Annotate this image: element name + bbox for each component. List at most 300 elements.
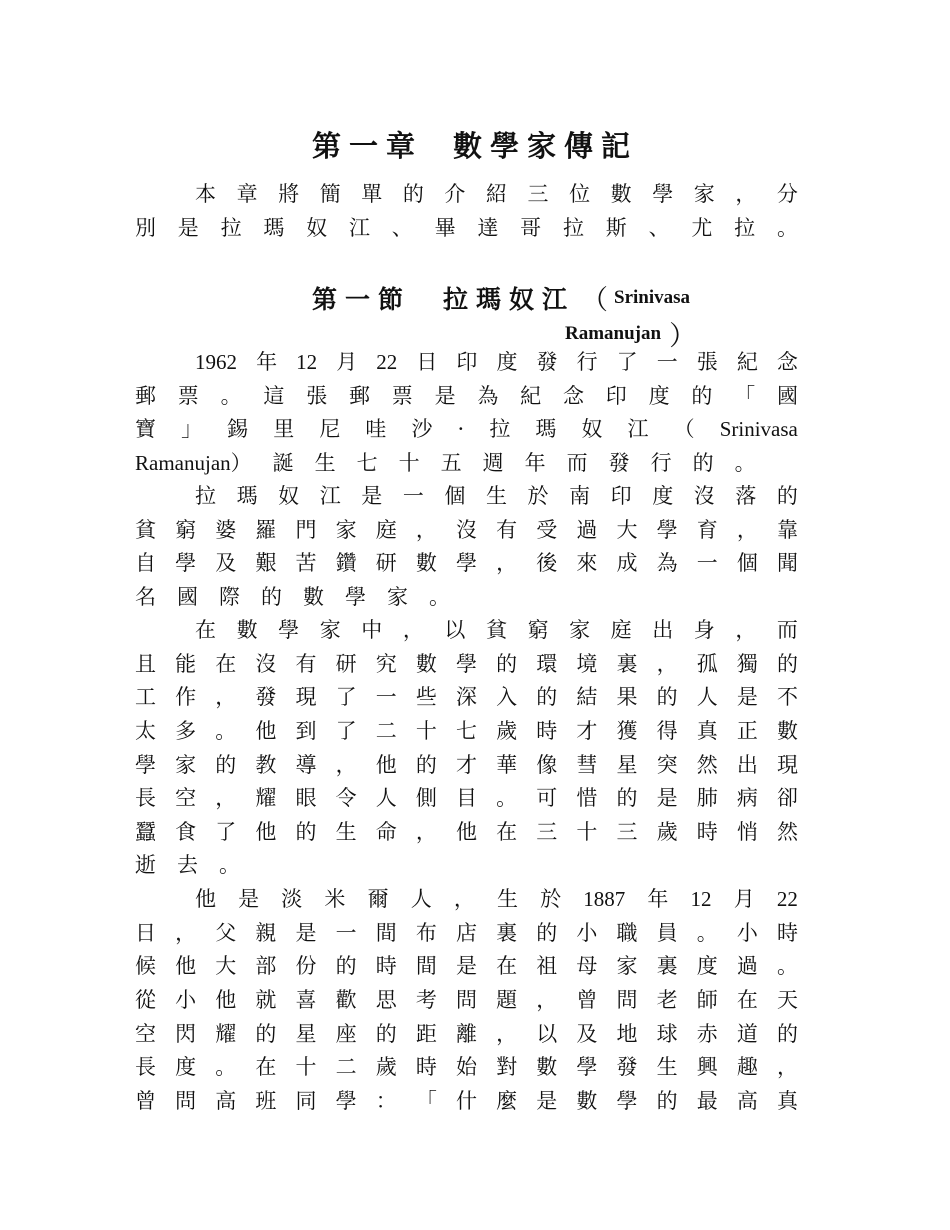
text-glyph: 江 bbox=[348, 215, 370, 240]
text-glyph: 命 bbox=[375, 819, 397, 844]
text-line bbox=[135, 748, 798, 782]
text-glyph: 週 bbox=[482, 451, 504, 476]
text-glyph: 問 bbox=[175, 1088, 197, 1113]
text-glyph: 學 bbox=[135, 752, 156, 777]
text-glyph: 為 bbox=[477, 383, 499, 408]
text-glyph: 眼 bbox=[295, 786, 317, 811]
text-glyph: 二 bbox=[375, 719, 397, 744]
text-glyph: 的 bbox=[692, 451, 714, 476]
text-glyph: 。 bbox=[215, 1055, 237, 1080]
text-glyph: 最 bbox=[696, 1088, 718, 1113]
text-glyph: 別 bbox=[135, 215, 156, 240]
text-glyph: 名 bbox=[135, 585, 156, 610]
text-glyph: 人 bbox=[410, 887, 432, 912]
text-glyph: 瑪 bbox=[535, 417, 557, 442]
text-glyph: 的 bbox=[616, 786, 638, 811]
text-glyph: 。 bbox=[220, 383, 242, 408]
text-glyph: 興 bbox=[696, 1055, 718, 1080]
text-glyph: 是 bbox=[361, 484, 383, 509]
text-glyph: 裏 bbox=[496, 920, 518, 945]
text-glyph: ， bbox=[656, 651, 678, 676]
text-glyph: 布 bbox=[415, 920, 437, 945]
text-glyph: 生 bbox=[485, 484, 507, 509]
text-glyph: 空 bbox=[175, 786, 197, 811]
text-line bbox=[195, 346, 798, 380]
text-glyph: 國 bbox=[177, 585, 198, 610]
text-glyph: 什 bbox=[456, 1088, 477, 1113]
chapter-number: 第一章 bbox=[311, 129, 423, 163]
text-line bbox=[135, 547, 798, 581]
text-glyph: 過 bbox=[576, 517, 598, 542]
text-line bbox=[195, 614, 798, 648]
text-glyph: 拉 bbox=[489, 417, 511, 442]
text-glyph: 尼 bbox=[319, 417, 341, 442]
text-line bbox=[135, 1051, 798, 1085]
text-glyph: 人 bbox=[375, 786, 397, 811]
text-line bbox=[135, 581, 798, 615]
text-glyph: 地 bbox=[616, 1021, 638, 1046]
text-glyph: 而 bbox=[776, 618, 798, 643]
text-glyph: 沒 bbox=[693, 484, 715, 509]
text-glyph: 生 bbox=[335, 819, 357, 844]
text-glyph: 的 bbox=[656, 685, 678, 710]
text-glyph: ， bbox=[215, 786, 237, 811]
section-number: 第一節 bbox=[312, 284, 412, 314]
text-glyph: 趣 bbox=[736, 1055, 758, 1080]
text-glyph: 高 bbox=[215, 1088, 237, 1113]
text-glyph: 對 bbox=[496, 1055, 518, 1080]
text-glyph: 發 bbox=[616, 1055, 638, 1080]
text-glyph: 誕 bbox=[272, 451, 294, 476]
text-glyph: 就 bbox=[255, 988, 277, 1013]
text-glyph: 後 bbox=[536, 551, 558, 576]
text-glyph: 中 bbox=[361, 618, 383, 643]
text-glyph: 他 bbox=[195, 887, 216, 912]
text-glyph: 以 bbox=[536, 1021, 558, 1046]
text-glyph: 江 bbox=[627, 417, 649, 442]
text-glyph: 七 bbox=[456, 719, 477, 744]
text-glyph: 的 bbox=[261, 585, 282, 610]
text-glyph: 他 bbox=[215, 988, 237, 1013]
text-glyph: 學 bbox=[656, 517, 678, 542]
text-glyph: 」 bbox=[181, 417, 203, 442]
text-glyph: 一 bbox=[375, 685, 397, 710]
text-glyph: 發 bbox=[255, 685, 277, 710]
text-glyph: 度 bbox=[648, 383, 670, 408]
text-glyph: 數 bbox=[576, 1088, 598, 1113]
text-line bbox=[195, 883, 798, 917]
text-glyph: 是 bbox=[177, 215, 199, 240]
text-glyph: ， bbox=[335, 752, 357, 777]
text-glyph: 間 bbox=[375, 920, 397, 945]
text-glyph: 哥 bbox=[520, 215, 542, 240]
text-glyph: 度 bbox=[496, 350, 518, 375]
text-glyph: 年 bbox=[524, 451, 546, 476]
text-glyph: 瑪 bbox=[263, 215, 285, 240]
text-glyph: 票 bbox=[177, 383, 199, 408]
text-glyph: 淡 bbox=[281, 887, 303, 912]
text-glyph: 側 bbox=[415, 786, 437, 811]
text-glyph: 哇 bbox=[365, 417, 387, 442]
text-glyph: 紀 bbox=[520, 383, 542, 408]
text-glyph: 度 bbox=[652, 484, 674, 509]
text-glyph: 出 bbox=[652, 618, 674, 643]
text-glyph: 沒 bbox=[456, 517, 477, 542]
text-glyph: 悄 bbox=[736, 819, 758, 844]
text-glyph: 張 bbox=[306, 383, 328, 408]
text-glyph: 同 bbox=[295, 1088, 317, 1113]
text-glyph: 孤 bbox=[696, 651, 718, 676]
text-glyph: 員 bbox=[656, 920, 678, 945]
text-glyph: 閃 bbox=[175, 1021, 197, 1046]
text-glyph: 去 bbox=[177, 853, 198, 878]
text-glyph: 在 bbox=[496, 954, 518, 979]
text-glyph: 度 bbox=[175, 1055, 197, 1080]
text-glyph: 在 bbox=[736, 988, 758, 1013]
text-glyph: 章 bbox=[236, 182, 258, 207]
text-line bbox=[195, 178, 798, 212]
text-glyph: 。 bbox=[734, 451, 756, 476]
text-glyph: 在 bbox=[195, 618, 216, 643]
text-glyph: 印 bbox=[610, 484, 632, 509]
text-glyph: 他 bbox=[456, 819, 477, 844]
text-glyph: 惜 bbox=[576, 786, 598, 811]
text-glyph: 有 bbox=[295, 651, 317, 676]
text-line bbox=[135, 782, 798, 816]
text-glyph: 家 bbox=[569, 618, 591, 643]
text-glyph: 「 bbox=[734, 383, 756, 408]
text-glyph: 行 bbox=[650, 451, 672, 476]
text-glyph: 瑪 bbox=[236, 484, 258, 509]
text-glyph: 南 bbox=[569, 484, 591, 509]
text-glyph: 數 bbox=[236, 618, 258, 643]
text-glyph: 為 bbox=[656, 551, 678, 576]
text-glyph: 二 bbox=[335, 1055, 357, 1080]
text-glyph: 是 bbox=[536, 1088, 558, 1113]
text-glyph: 的 bbox=[415, 752, 437, 777]
text-glyph: 婆 bbox=[215, 517, 237, 542]
text-glyph: 師 bbox=[696, 988, 718, 1013]
text-glyph: 里 bbox=[273, 417, 295, 442]
text-glyph: 拉 bbox=[220, 215, 242, 240]
text-glyph: 貧 bbox=[485, 618, 507, 643]
text-glyph: 職 bbox=[616, 920, 638, 945]
text-glyph: 際 bbox=[219, 585, 240, 610]
text-glyph: 而 bbox=[566, 451, 588, 476]
text-glyph: 他 bbox=[255, 819, 277, 844]
text-glyph: 以 bbox=[444, 618, 466, 643]
text-glyph: 12 bbox=[690, 887, 712, 912]
text-glyph: 才 bbox=[456, 752, 477, 777]
text-glyph: 這 bbox=[263, 383, 285, 408]
text-glyph: 距 bbox=[415, 1021, 437, 1046]
section-paren-open: （ bbox=[581, 285, 609, 316]
text-glyph: 親 bbox=[255, 920, 277, 945]
text-glyph: 是 bbox=[656, 786, 678, 811]
text-glyph: 。 bbox=[219, 853, 240, 878]
text-glyph: 自 bbox=[135, 551, 156, 576]
text-glyph: 國 bbox=[776, 383, 798, 408]
text-glyph: 深 bbox=[456, 685, 477, 710]
text-line bbox=[135, 1085, 798, 1119]
text-line bbox=[135, 950, 798, 984]
text-glyph: 歲 bbox=[375, 1055, 397, 1080]
text-glyph: 部 bbox=[255, 954, 277, 979]
text-glyph: 星 bbox=[295, 1021, 317, 1046]
text-glyph: 他 bbox=[375, 752, 397, 777]
text-glyph: 分 bbox=[776, 182, 798, 207]
text-glyph: 時 bbox=[696, 819, 718, 844]
text-glyph: 時 bbox=[536, 719, 558, 744]
section-heading bbox=[312, 278, 690, 317]
text-glyph: 家 bbox=[616, 954, 638, 979]
text-glyph: 歡 bbox=[335, 988, 357, 1013]
text-glyph: 簡 bbox=[319, 182, 341, 207]
text-glyph: ， bbox=[496, 1021, 518, 1046]
text-glyph: 份 bbox=[295, 954, 317, 979]
text-glyph: 學 bbox=[175, 551, 197, 576]
text-glyph: 在 bbox=[215, 651, 237, 676]
text-glyph: 人 bbox=[696, 685, 718, 710]
text-glyph: ， bbox=[736, 517, 758, 542]
text-glyph: 爾 bbox=[367, 887, 389, 912]
text-glyph: 裏 bbox=[616, 651, 638, 676]
text-glyph: 庭 bbox=[610, 618, 632, 643]
text-glyph: 太 bbox=[135, 719, 156, 744]
text-glyph: 奴 bbox=[581, 417, 603, 442]
text-glyph: 年 bbox=[256, 350, 278, 375]
text-glyph: 斯 bbox=[605, 215, 627, 240]
text-glyph: 喜 bbox=[295, 988, 317, 1013]
text-glyph: 庭 bbox=[375, 517, 397, 542]
text-glyph: 。 bbox=[776, 215, 798, 240]
text-glyph: 境 bbox=[576, 651, 598, 676]
text-line bbox=[135, 849, 798, 883]
text-glyph: 學 bbox=[652, 182, 674, 207]
text-glyph: 一 bbox=[335, 920, 357, 945]
text-glyph: 果 bbox=[616, 685, 638, 710]
text-glyph: 母 bbox=[576, 954, 598, 979]
text-glyph: 候 bbox=[135, 954, 156, 979]
text-glyph: 學 bbox=[576, 1055, 598, 1080]
text-glyph: 一 bbox=[402, 484, 424, 509]
text-glyph: 星 bbox=[616, 752, 638, 777]
text-glyph: 學 bbox=[616, 1088, 638, 1113]
text-glyph: 的 bbox=[777, 1021, 798, 1046]
text-glyph: 教 bbox=[255, 752, 277, 777]
text-glyph: 突 bbox=[656, 752, 678, 777]
text-line bbox=[135, 715, 798, 749]
text-glyph: 問 bbox=[456, 988, 477, 1013]
text-glyph: 祖 bbox=[536, 954, 558, 979]
text-line bbox=[135, 816, 798, 850]
text-glyph: 真 bbox=[777, 1088, 798, 1113]
text-glyph: 了 bbox=[335, 719, 357, 744]
text-line bbox=[135, 984, 798, 1018]
text-glyph: 的 bbox=[536, 920, 558, 945]
text-glyph: 張 bbox=[696, 350, 718, 375]
text-glyph: 一 bbox=[656, 350, 678, 375]
text-glyph: 十 bbox=[398, 451, 420, 476]
text-glyph: 鑽 bbox=[335, 551, 357, 576]
text-glyph: 沒 bbox=[255, 651, 277, 676]
text-glyph: 題 bbox=[496, 988, 518, 1013]
text-glyph: 像 bbox=[536, 752, 558, 777]
text-glyph: 拉 bbox=[562, 215, 584, 240]
text-glyph: 的 bbox=[777, 651, 798, 676]
text-glyph: 環 bbox=[536, 651, 558, 676]
text-glyph: 念 bbox=[562, 383, 584, 408]
text-glyph: ， bbox=[453, 887, 475, 912]
text-glyph: ， bbox=[735, 618, 757, 643]
text-glyph: 出 bbox=[736, 752, 758, 777]
text-glyph: Ramanujan） bbox=[135, 451, 252, 476]
text-glyph: 曾 bbox=[576, 988, 598, 1013]
text-glyph: 的 bbox=[255, 1021, 277, 1046]
text-glyph: 生 bbox=[656, 1055, 678, 1080]
text-glyph: 紹 bbox=[485, 182, 507, 207]
text-glyph: 問 bbox=[616, 988, 638, 1013]
text-glyph: 度 bbox=[696, 954, 718, 979]
text-glyph: 曾 bbox=[135, 1088, 156, 1113]
text-glyph: 12 bbox=[296, 350, 318, 375]
text-glyph: 家 bbox=[335, 517, 357, 542]
text-glyph: 紀 bbox=[736, 350, 758, 375]
text-glyph: 小 bbox=[175, 988, 197, 1013]
chapter-heading bbox=[0, 124, 950, 165]
text-glyph: 奴 bbox=[278, 484, 300, 509]
text-line bbox=[135, 447, 798, 481]
text-glyph: 目 bbox=[456, 786, 477, 811]
text-glyph: 座 bbox=[335, 1021, 357, 1046]
text-glyph: 在 bbox=[496, 819, 518, 844]
section-english-name-1: Srinivasa bbox=[614, 286, 691, 308]
text-glyph: 身 bbox=[693, 618, 715, 643]
text-glyph: 落 bbox=[735, 484, 757, 509]
text-glyph: 22 bbox=[776, 887, 798, 912]
text-glyph: ， bbox=[536, 988, 558, 1013]
text-line bbox=[135, 514, 798, 548]
text-glyph: 工 bbox=[135, 685, 156, 710]
text-glyph: ， bbox=[415, 517, 437, 542]
text-glyph: （ bbox=[673, 417, 695, 442]
text-glyph: 學 bbox=[335, 1088, 357, 1113]
text-glyph: ： bbox=[375, 1088, 397, 1113]
text-glyph: 獲 bbox=[616, 719, 638, 744]
text-glyph: 研 bbox=[375, 551, 397, 576]
text-glyph: 年 bbox=[647, 887, 669, 912]
text-line bbox=[135, 212, 798, 246]
text-line bbox=[135, 917, 798, 951]
text-glyph: 到 bbox=[295, 719, 317, 744]
text-glyph: 。 bbox=[777, 954, 798, 979]
text-glyph: 在 bbox=[255, 1055, 277, 1080]
text-glyph: ， bbox=[496, 551, 518, 576]
text-glyph: 時 bbox=[375, 954, 397, 979]
text-glyph: 三 bbox=[616, 819, 638, 844]
text-line bbox=[135, 413, 798, 447]
text-glyph: 三 bbox=[527, 182, 549, 207]
text-glyph: 米 bbox=[324, 887, 346, 912]
text-glyph: 發 bbox=[608, 451, 630, 476]
text-glyph: 十 bbox=[295, 1055, 317, 1080]
text-glyph: 家 bbox=[387, 585, 408, 610]
text-glyph: 郵 bbox=[348, 383, 370, 408]
text-glyph: 他 bbox=[255, 719, 277, 744]
text-glyph: 日 bbox=[135, 920, 156, 945]
text-glyph: 卻 bbox=[777, 786, 798, 811]
text-glyph: 。 bbox=[215, 719, 237, 744]
text-glyph: 赤 bbox=[696, 1021, 718, 1046]
text-glyph: 彗 bbox=[576, 752, 598, 777]
text-glyph: 長 bbox=[135, 786, 156, 811]
text-line bbox=[135, 648, 798, 682]
text-glyph: 學 bbox=[278, 618, 300, 643]
text-glyph: 離 bbox=[456, 1021, 477, 1046]
text-glyph: 家 bbox=[175, 752, 197, 777]
text-glyph: 十 bbox=[415, 719, 437, 744]
text-glyph: 的 bbox=[776, 484, 798, 509]
text-glyph: 逝 bbox=[135, 853, 156, 878]
text-glyph: 的 bbox=[215, 752, 237, 777]
text-glyph: 店 bbox=[456, 920, 477, 945]
text-glyph: 獨 bbox=[736, 651, 758, 676]
text-glyph: 的 bbox=[691, 383, 713, 408]
text-glyph: 了 bbox=[616, 350, 638, 375]
text-glyph: 是 bbox=[434, 383, 456, 408]
text-glyph: 寶 bbox=[135, 417, 156, 442]
text-glyph: 江 bbox=[319, 484, 341, 509]
text-glyph: 的 bbox=[375, 1021, 397, 1046]
text-glyph: 1962 bbox=[195, 350, 237, 375]
text-glyph: 拉 bbox=[734, 215, 756, 240]
text-glyph: 月 bbox=[733, 887, 755, 912]
text-glyph: 受 bbox=[536, 517, 558, 542]
text-glyph: 究 bbox=[375, 651, 397, 676]
text-glyph: 是 bbox=[238, 887, 260, 912]
text-glyph: 個 bbox=[444, 484, 466, 509]
text-glyph: 天 bbox=[777, 988, 798, 1013]
text-glyph: ， bbox=[735, 182, 757, 207]
text-glyph: 空 bbox=[135, 1021, 156, 1046]
text-glyph: 育 bbox=[696, 517, 718, 542]
chapter-title: 數學家傳記 bbox=[453, 129, 639, 163]
section-title: 拉瑪奴江 bbox=[443, 284, 576, 314]
text-glyph: 五 bbox=[440, 451, 462, 476]
text-glyph: 病 bbox=[736, 786, 758, 811]
text-glyph: 單 bbox=[361, 182, 383, 207]
text-glyph: 羅 bbox=[255, 517, 277, 542]
text-glyph: 歲 bbox=[656, 819, 678, 844]
text-glyph: 歲 bbox=[496, 719, 518, 744]
text-glyph: 班 bbox=[255, 1088, 277, 1113]
text-glyph: 了 bbox=[215, 819, 237, 844]
text-glyph: 的 bbox=[656, 1088, 678, 1113]
text-glyph: 家 bbox=[693, 182, 715, 207]
text-glyph: 現 bbox=[777, 752, 798, 777]
text-glyph: 耀 bbox=[255, 786, 277, 811]
text-glyph: 的 bbox=[335, 954, 357, 979]
text-glyph: 的 bbox=[402, 182, 424, 207]
text-glyph: 月 bbox=[336, 350, 358, 375]
text-glyph: 是 bbox=[456, 954, 477, 979]
text-glyph: 畢 bbox=[434, 215, 456, 240]
text-glyph: 小 bbox=[736, 920, 758, 945]
text-glyph: 耀 bbox=[215, 1021, 237, 1046]
text-glyph: 22 bbox=[376, 350, 398, 375]
text-glyph: 的 bbox=[496, 651, 518, 676]
text-glyph: 日 bbox=[416, 350, 438, 375]
